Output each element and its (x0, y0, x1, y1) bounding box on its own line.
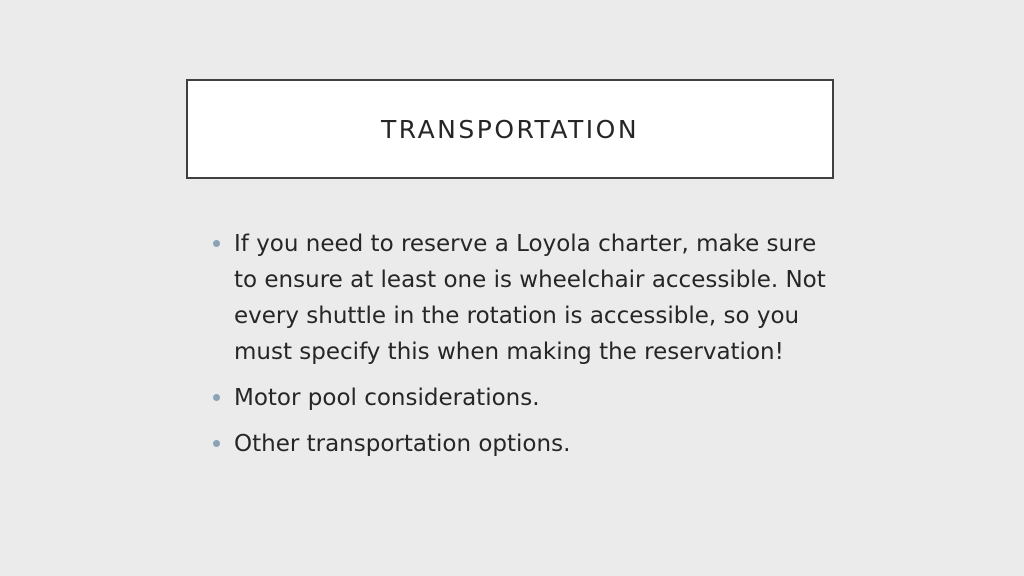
bullet-text: Motor pool considerations. (234, 385, 540, 411)
bullet-item-other-options (210, 426, 830, 462)
slide-title: TRANSPORTATION (380, 114, 640, 144)
bullet-list (210, 226, 830, 462)
bullet-dot-icon (213, 240, 220, 247)
bullet-dot-icon (213, 440, 220, 447)
bullet-text: Other transportation options. (234, 431, 571, 457)
bullet-text: If you need to reserve a Loyola charter, make sure to ensure at least one is wheelchair accessible. Not every shuttle in the rotation is accessible, so you must specify this when making the reservation! (234, 231, 826, 365)
slide-content (210, 226, 830, 472)
bullet-dot-icon (213, 394, 220, 401)
title-box (186, 79, 834, 179)
bullet-item-charter (210, 226, 830, 370)
bullet-item-motor-pool (210, 380, 830, 416)
